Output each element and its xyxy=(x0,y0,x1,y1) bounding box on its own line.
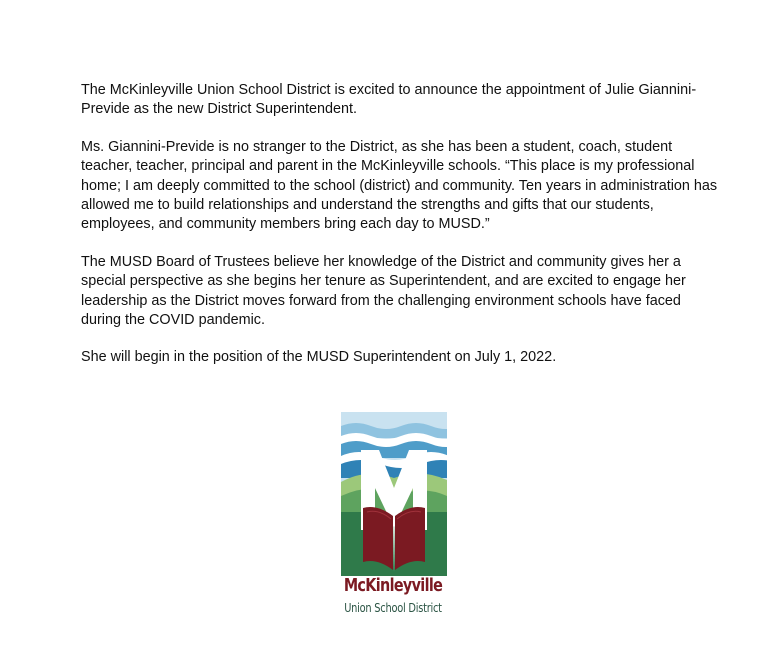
district-logo-name: McKinleyville xyxy=(343,576,443,596)
announcement-paragraph-3: The MUSD Board of Trustees believe her knowledge of the District and community gives her a special perspective as she begins her tenure as Superintendent, and are excited to engage her leadership as the District moves forward from the challenging environment schools have faced during the COVID pandemic. xyxy=(81,253,686,329)
district-logo-subtitle: Union School District xyxy=(344,601,442,615)
district-logo xyxy=(338,412,450,630)
district-logo-graphic xyxy=(341,412,447,576)
announcement-paragraph-4: She will begin in the position of the MUSD Superintendent on July 1, 2022. xyxy=(81,349,557,366)
announcement-paragraph-2: Ms. Giannini-Previde is no stranger to the District, as she has been a student, coach, student teacher, teacher, principal and parent in the McKinleyville schools. “This place is my professional home; I am deeply committed to the school (district) and community. Ten years in administration has allowed me to build relationships and understand the strengths and gifts that our students, employees, and community members bring each day to MUSD.” xyxy=(81,138,718,233)
announcement-paragraph-1: The McKinleyville Union School District is excited to announce the appointment of Julie Giannini-Previde as the new District Superintendent. xyxy=(81,82,697,118)
announcement-body xyxy=(81,81,721,386)
